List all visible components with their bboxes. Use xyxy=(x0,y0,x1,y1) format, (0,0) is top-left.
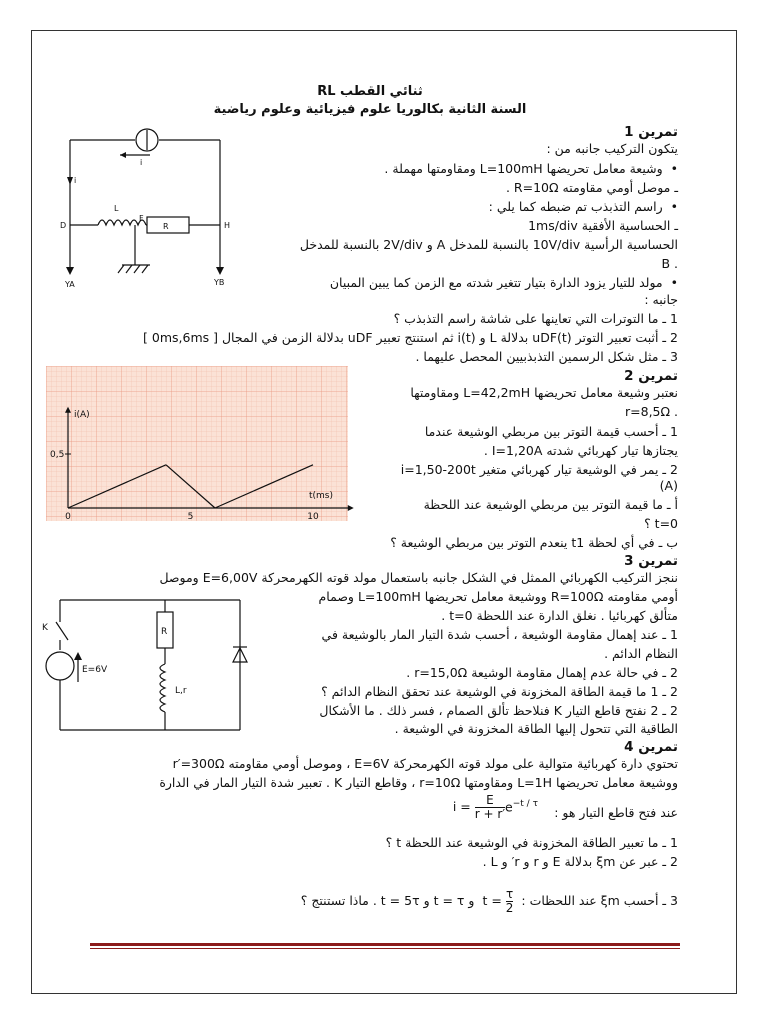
ex1-line-1: يتكون التركيب جانبه من : xyxy=(546,141,678,156)
x-axis-label: t(ms) xyxy=(309,491,334,501)
switch-icon xyxy=(56,622,68,640)
ex4-current-formula xyxy=(453,794,538,821)
ex3-circuit-diagram xyxy=(40,592,265,737)
ex1-question-3: 3 ـ مثل شكل الرسمين التذبذبيين المحصل عليهما . xyxy=(415,349,678,364)
x-tick-label: 10 xyxy=(307,512,319,522)
ex1-question-2: 2 ـ أثبت تعبير التوتر uDF(t) بدلالة L و i(t) ثم استنتج تعبير uDF بدلالة الزمن في المجال [ 0ms,6ms ] xyxy=(143,330,678,345)
ex3-line-9: الطاقية التي تتحول إليها الطاقة المخزونة في الوشيعة . xyxy=(394,721,678,736)
ex2-line-6: (A) xyxy=(659,478,678,493)
ex2-line-5: 2 ـ يمر في الوشيعة تيار كهربائي متغير i=1,50-200t xyxy=(400,462,678,477)
circuit-label-current: i xyxy=(140,158,143,167)
formula-numerator: E xyxy=(475,794,505,808)
ex2-line-2: . r=8,5Ω xyxy=(625,404,678,419)
ex4-heading: تمرين 4 xyxy=(624,739,678,755)
page-subtitle: السنة الثانية بكالوريا علوم فيزيائية وعلوم رياضية xyxy=(213,102,527,117)
ex2-line-1: نعتبر وشيعة معامل تحريضها L=42,2mH ومقاومتها xyxy=(410,385,678,400)
circuit-label-switch: K xyxy=(42,623,48,633)
ex3-line-8: 2 ـ 2 نفتح قاطع التيار K فنلاحظ تألق الصمام ، فسر ذلك . ما الأشكال xyxy=(319,703,678,718)
ex1-line-8: • مولد للتيار يزود الدارة بتيار تتغير شدته مع الزمن كما يبين المبيان xyxy=(330,275,678,291)
ex4-line-3: عند فتح قاطع التيار هو : xyxy=(554,805,678,820)
page-title: ثنائي القطب RL xyxy=(317,84,423,99)
ex1-line-7: . B xyxy=(661,256,678,271)
generator-icon xyxy=(46,652,74,680)
ex2-line-8: t=0 ؟ xyxy=(644,516,678,531)
ex3-line-2: أومي مقاومته R=100Ω ووشيعة معامل تحريضها L=100mH وصمام xyxy=(318,589,678,604)
formula-fraction xyxy=(475,794,505,821)
circuit-label-current-side: i xyxy=(74,176,77,185)
circuit-label-ya: YA xyxy=(65,280,75,289)
ex3-heading: تمرين 3 xyxy=(624,553,678,569)
ex1-line-3: ـ موصل أومي مقاومته R=10Ω . xyxy=(505,180,678,195)
ex1-line-4: • راسم التذبذب تم ضبطه كما يلي : xyxy=(489,199,678,215)
ex2-line-4: يجتازها تيار كهربائي شدته I=1,20A . xyxy=(483,443,678,458)
tau-half-fraction xyxy=(506,888,514,915)
circuit-label-yb: YB xyxy=(214,278,225,287)
circuit-label-coil: L,r xyxy=(175,686,187,696)
ex2-line-9: ب ـ في أي لحظة t1 ينعدم التوتر بين مربطي الوشيعة ؟ xyxy=(390,535,678,550)
ex4-question-3-end: و t = τ و t = 5τ . ماذا تستنتج ؟ xyxy=(300,893,475,908)
x-tick-label: 5 xyxy=(187,512,194,522)
ex3-line-3: متألق كهربائيا . نغلق الدارة عند اللحظة t=0 . xyxy=(441,608,678,623)
ex1-circuit-diagram xyxy=(60,125,235,290)
t-equals: t = xyxy=(482,893,502,908)
ex4-question-1: 1 ـ ما تعبير الطاقة المخزونة في الوشيعة عند اللحظة t ؟ xyxy=(385,835,678,850)
circuit-label-coil: L xyxy=(114,204,119,213)
ex2-line-3: 1 ـ أحسب قيمة التوتر بين مربطي الوشيعة عندما xyxy=(424,424,678,439)
ex1-line-5: ـ الحساسية الأفقية 1ms/div xyxy=(528,218,678,233)
ex2-line-7: أ ـ ما قيمة التوتر بين مربطي الوشيعة عند اللحظة xyxy=(423,497,678,512)
ex4-question-2: 2 ـ عبر عن ξm بدلالة E و r و r′ و L . xyxy=(482,854,678,869)
ex3-line-6: 2 ـ في حالة عدم إهمال مقاومة الوشيعة r=15,0Ω . xyxy=(406,665,678,680)
formula-sup: −t / τ xyxy=(512,798,538,809)
formula-lhs: i = xyxy=(452,799,471,814)
two-denominator: 2 xyxy=(505,901,514,915)
x-tick-label: 0 xyxy=(65,512,71,522)
ex1-heading: تمرين 1 xyxy=(624,124,678,140)
circuit-label-resistor: R xyxy=(161,627,168,637)
ex3-line-1: ننجز التركيب الكهربائي الممثل في الشكل جانبه باستعمال مولد قوته الكهرمحركة E=6,00V وموصل xyxy=(159,570,678,585)
y-axis-label: i(A) xyxy=(74,409,90,420)
coil-icon xyxy=(160,664,165,712)
circuit-label-node-h: H xyxy=(224,221,231,230)
ex1-line-2: • وشيعة معامل تحريضها L=100mH ومقاومتها مهملة . xyxy=(384,161,678,177)
ex4-line-2: ووشيعة معامل تحريضها L=1H ومقاومتها r=10Ω ، وقاطع التيار K . تعبير شدة التيار المار في الدارة xyxy=(159,775,678,790)
ex1-line-9: جانبه : xyxy=(644,292,678,307)
ex1-line-6: الحساسية الرأسية 10V/div بالنسبة للمدخل A و 2V/div بالنسبة للمدخل xyxy=(299,237,678,252)
circuit-label-emf: E=6V xyxy=(82,665,108,675)
circuit-label-resistor: R xyxy=(163,222,169,231)
circuit-label-node-f: F xyxy=(139,214,144,223)
current-vs-time-chart xyxy=(46,366,348,521)
tau-numerator: τ xyxy=(506,887,514,901)
y-tick-label: 0,5 xyxy=(50,450,65,460)
circuit-label-node-d: D xyxy=(60,221,67,230)
ex4-line-1: تحتوي دارة كهربائية متوالية على مولد قوته الكهرمحركة E=6V ، وموصل أومي مقاومته r′=300Ω xyxy=(172,756,678,771)
footer-rule-thin xyxy=(90,948,680,949)
ex3-line-4: 1 ـ عند إهمال مقاومة الوشيعة ، أحسب شدة التيار المار بالوشيعة في xyxy=(321,627,678,642)
ex4-question-3-start: 3 ـ أحسب ξm عند اللحظات : xyxy=(521,893,678,908)
ex2-heading: تمرين 2 xyxy=(624,368,678,384)
formula-denominator: r + r′ xyxy=(474,807,506,821)
ex3-line-5: النظام الدائم . xyxy=(604,646,678,661)
ex4-question-3 xyxy=(301,888,678,915)
ex3-line-7: 2 ـ 1 ما قيمة الطاقة المخزونة في الوشيعة عند تحقق النظام الدائم ؟ xyxy=(321,684,678,699)
formula-exp: e xyxy=(505,799,513,815)
footer-rule xyxy=(90,943,680,946)
ex4-t-half xyxy=(482,888,513,915)
ex1-question-1: 1 ـ ما التوترات التي تعاينها على شاشة راسم التذبذب ؟ xyxy=(393,311,678,326)
